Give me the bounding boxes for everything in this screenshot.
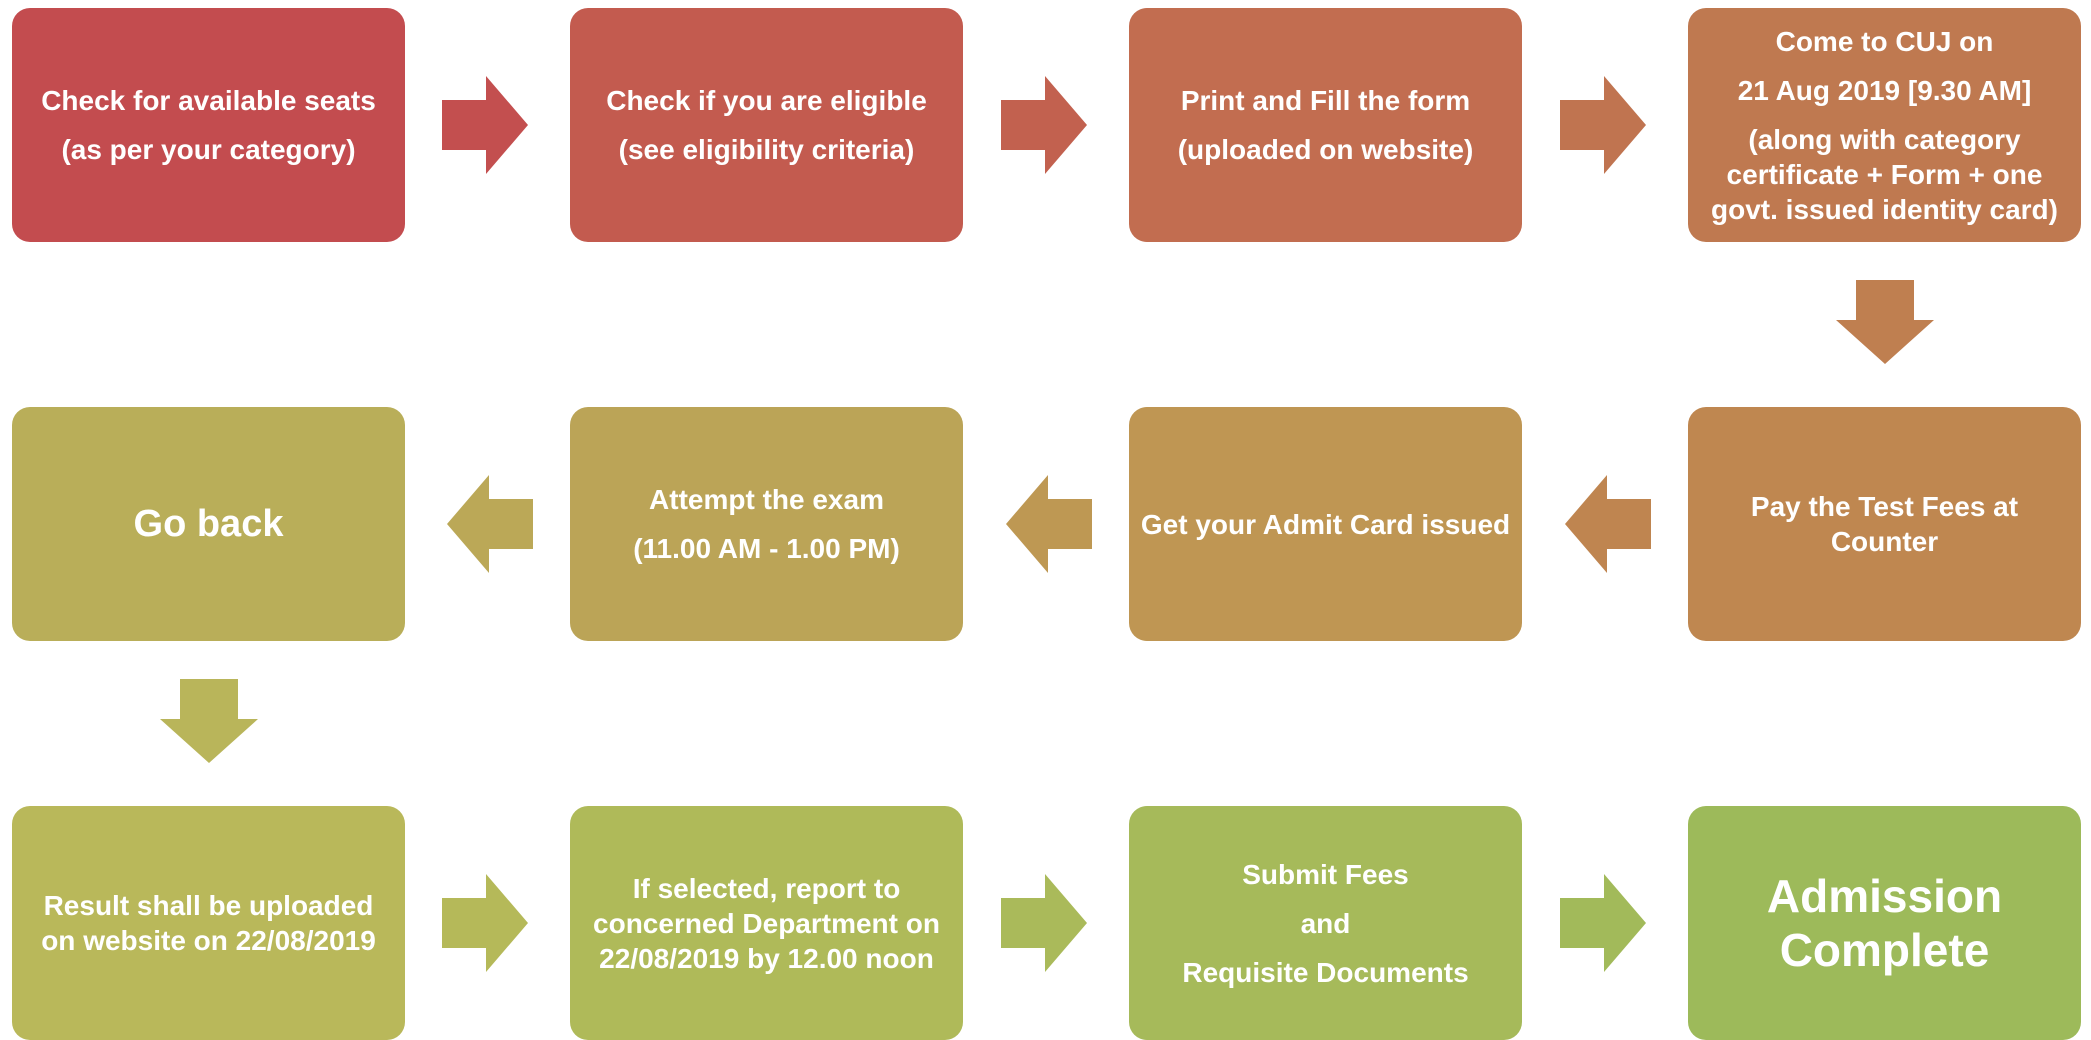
step-note: (along with category xyxy=(1748,123,2021,155)
arrow-left-icon xyxy=(1006,475,1092,573)
step-label: Complete xyxy=(1779,924,1990,976)
step-date: 21 Aug 2019 [9.30 AM] xyxy=(1737,74,2032,106)
step-5-pay-test-fees xyxy=(1688,407,2081,641)
step-sublabel: (11.00 AM - 1.00 PM) xyxy=(633,533,900,564)
step-note: govt. issued identity card) xyxy=(1711,193,2058,225)
arrow-right-icon xyxy=(1001,76,1087,174)
step-6-get-admit-card xyxy=(1129,407,1522,641)
arrow-right-icon xyxy=(442,76,528,174)
arrow-right-icon xyxy=(442,874,528,972)
step-label: Print and Fill the form xyxy=(1180,85,1471,116)
step-sublabel: (see eligibility criteria) xyxy=(618,134,915,165)
step-11-submit-fees xyxy=(1129,806,1522,1040)
step-note: certificate + Form + one xyxy=(1726,158,2043,190)
arrow-left-icon xyxy=(447,475,533,573)
step-9-result-uploaded xyxy=(12,806,405,1040)
step-7-attempt-exam xyxy=(570,407,963,641)
step-sublabel: (uploaded on website) xyxy=(1177,134,1474,165)
step-label: If selected, report to xyxy=(632,872,901,904)
step-label: 22/08/2019 by 12.00 noon xyxy=(599,942,934,974)
step-label: Get your Admit Card issued xyxy=(1140,508,1511,540)
step-label: Check if you are eligible xyxy=(606,85,927,116)
step-label: Go back xyxy=(133,503,284,545)
step-3-print-fill-form xyxy=(1129,8,1522,242)
arrow-down-icon xyxy=(160,679,258,763)
step-10-report-department xyxy=(570,806,963,1040)
step-8-go-back xyxy=(12,407,405,641)
step-label: on website on 22/08/2019 xyxy=(41,925,376,956)
step-label: Check for available seats xyxy=(41,85,376,116)
arrow-down-icon xyxy=(1836,280,1934,364)
arrow-left-icon xyxy=(1565,475,1651,573)
arrow-right-icon xyxy=(1560,874,1646,972)
step-label: Counter xyxy=(1830,526,1939,557)
step-sublabel: (as per your category) xyxy=(61,134,356,165)
step-12-admission-complete xyxy=(1688,806,2081,1040)
step-label: Submit Fees xyxy=(1242,858,1409,890)
step-label: Result shall be uploaded xyxy=(43,890,374,921)
step-label: Come to CUJ on xyxy=(1775,25,1994,57)
step-label: Pay the Test Fees at xyxy=(1750,491,2019,522)
step-label: and xyxy=(1300,907,1351,939)
step-4-come-to-cuj xyxy=(1688,8,2081,242)
step-label: Requisite Documents xyxy=(1182,956,1469,988)
arrow-right-icon xyxy=(1001,874,1087,972)
step-2-check-eligibility xyxy=(570,8,963,242)
arrow-right-icon xyxy=(1560,76,1646,174)
step-label: Attempt the exam xyxy=(649,484,884,515)
step-label: concerned Department on xyxy=(593,907,940,939)
step-1-check-seats xyxy=(12,8,405,242)
step-label: Admission xyxy=(1766,870,2003,922)
